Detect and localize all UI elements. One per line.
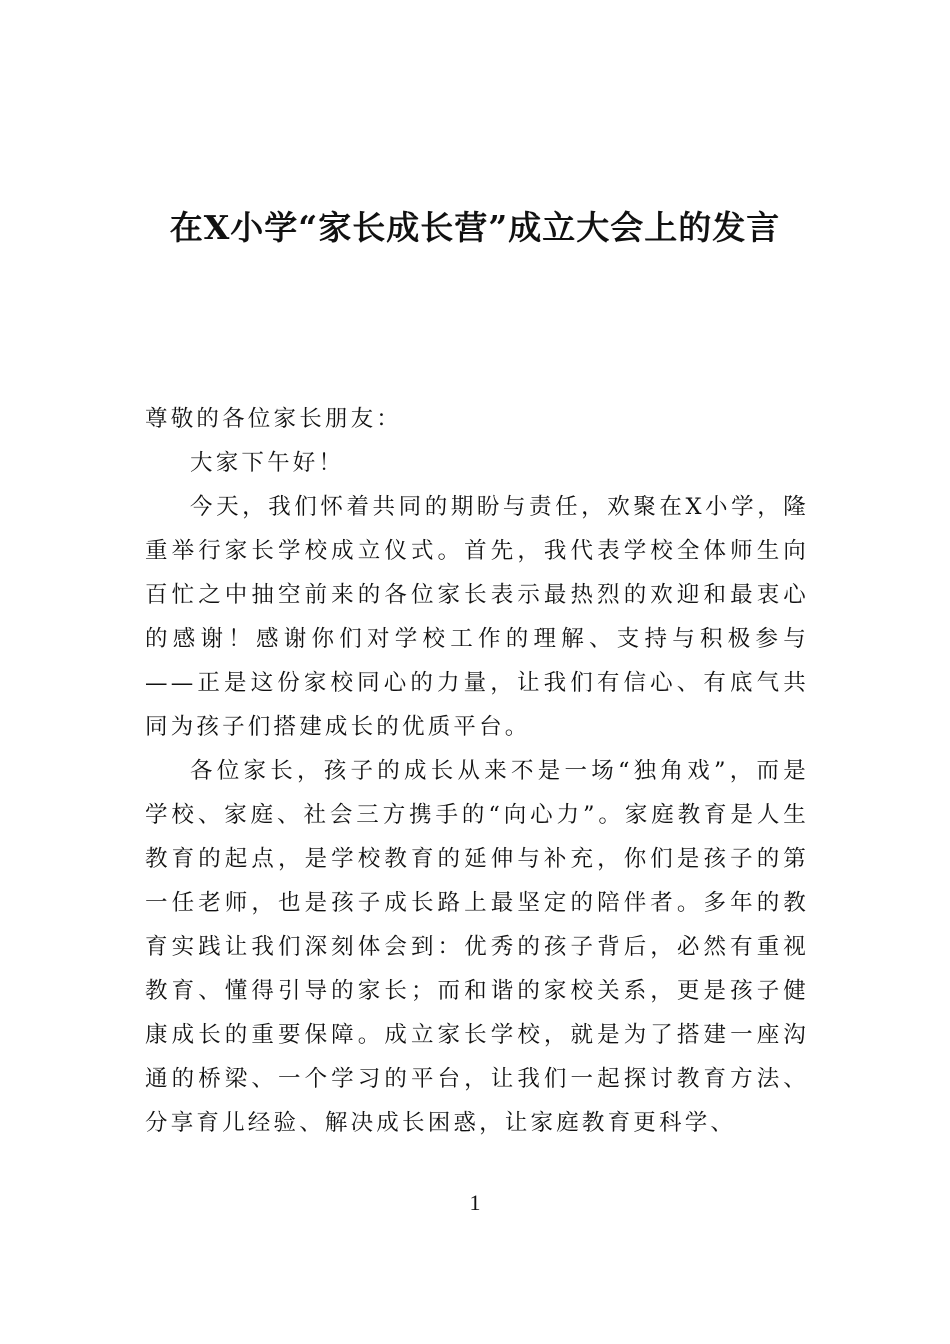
page-number: 1 [469, 1190, 481, 1215]
paragraph-home-school: 各位家长，孩子的成长从来不是一场“独角戏”，而是学校、家庭、社会三方携手的“向心力”。家庭教育是人生教育的起点，是学校教育的延伸与补充，你们是孩子的第一任老师，也是孩子成长路上最坚定的陪伴者。多年的教育实践让我们深刻体会到：优秀的孩子背后，必然有重视教育、懂得引导的家长；而和谐的家校关系，更是孩子健康成长的重要保障。成立家长学校，就是为了搭建一座沟通的桥梁、一个学习的平台，让我们一起探讨教育方法、分享育儿经验、解决成长困惑，让家庭教育更科学、 [145, 758, 809, 1136]
greeting: 大家下午好！ [190, 450, 345, 476]
salutation: 尊敬的各位家长朋友： [145, 406, 403, 432]
paragraph-welcome: 今天，我们怀着共同的期盼与责任，欢聚在X小学，隆重举行家长学校成立仪式。首先，我代表学校全体师生向百忙之中抽空前来的各位家长表示最热烈的欢迎和最衷心的感谢！感谢你们对学校工作的理解、支持与积极参与——正是这份家校同心的力量，让我们有信心、有底气共同为孩子们搭建成长的优质平台。 [145, 494, 809, 740]
document-title: 在X小学“家长成长营”成立大会上的发言 [169, 208, 781, 247]
document-body [145, 397, 809, 1145]
